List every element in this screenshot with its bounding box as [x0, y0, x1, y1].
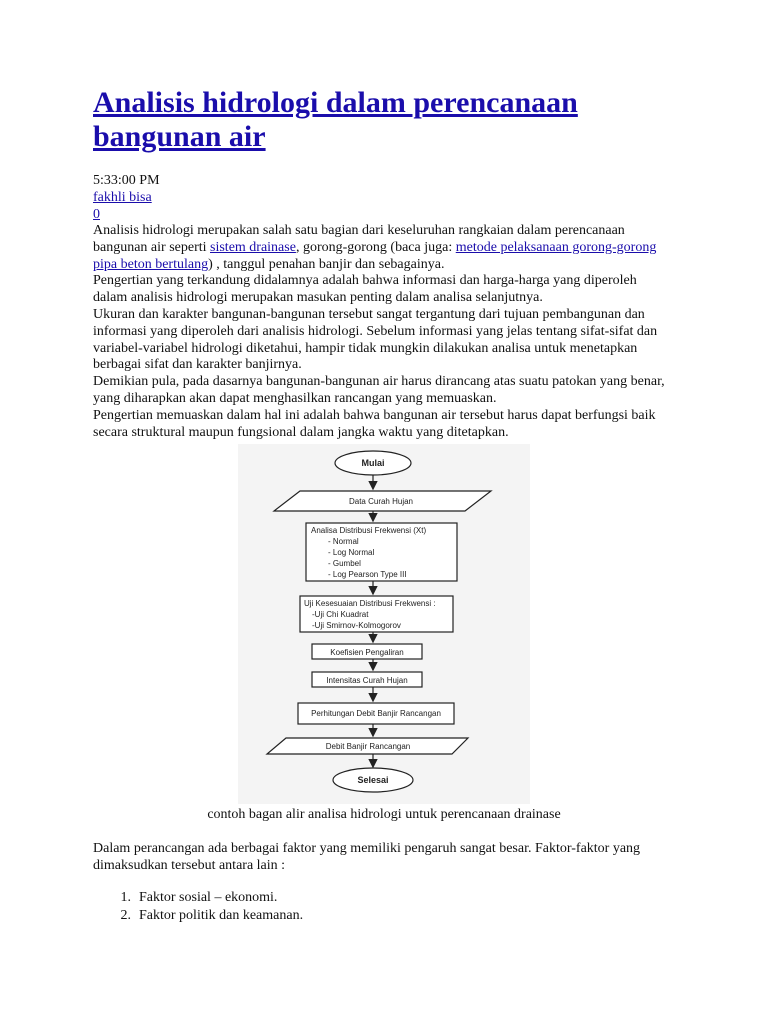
- intensitas-label: Intensitas Curah Hujan: [326, 676, 408, 685]
- paragraph-5: Pengertian memuaskan dalam hal ini adalah bahwa bangunan air tersebut harus dapat berfungsi baik secara struktural maupun fungsional dalam jangka waktu yang ditetapkan.: [93, 407, 656, 440]
- distribusi-item-3: - Gumbel: [328, 559, 361, 568]
- link-sistem-drainase[interactable]: sistem drainase: [210, 239, 296, 255]
- debit-output-label: Debit Banjir Rancangan: [325, 742, 411, 751]
- data-label: Data Curah Hujan: [348, 497, 414, 506]
- list-item-number: 1.: [120, 890, 131, 905]
- uji-item-2: -Uji Smirnov-Kolmogorov: [312, 621, 401, 630]
- paragraph-2: Pengertian yang terkandung didalamnya adalah bahwa informasi dan harga-harga yang diperoleh dalam analisis hidrologi merupakan masukan penting dalam analisa selanjutnya.: [93, 273, 637, 306]
- link-metode-gorong-gorong[interactable]: metode pelaksanaan gorong-gorong pipa beton bertulang: [93, 239, 657, 272]
- comments-link[interactable]: 0: [93, 207, 100, 222]
- post-time: 5:33:00 PM: [93, 173, 160, 188]
- end-label: Selesai: [357, 775, 389, 785]
- distribusi-item-4: - Log Pearson Type III: [328, 570, 407, 579]
- distribusi-item-2: - Log Normal: [328, 548, 375, 557]
- koefisien-label: Koefisien Pengaliran: [330, 648, 404, 657]
- article-title: [93, 86, 673, 154]
- list-item: [93, 907, 673, 925]
- article: [93, 86, 673, 441]
- paragraph-3: Ukuran dan karakter bangunan-bangunan tersebut sangat tergantung dari tujuan pembangunan dan informasi yang diperoleh dari analisis hidrologi. Sebelum informasi yang jelas tentang sifat-sifat dan variabel-variabel hidrologi diketahui, hampir tidak mungkin dilakukan analisa untuk menetapkan berbagai sifat dan karakter banjirnya.: [93, 306, 658, 373]
- flowchart-diagram: [238, 444, 530, 804]
- list-item-number: 2.: [120, 908, 131, 923]
- distribusi-title: Analisa Distribusi Frekwensi (Xt): [311, 526, 427, 535]
- list-item-text: Faktor politik dan keamanan.: [139, 908, 304, 923]
- paragraph-factors: Dalam perancangan ada berbagai faktor yang memiliki pengaruh sangat besar. Faktor-faktor yang dimaksudkan tersebut antara lain :: [93, 841, 641, 873]
- factor-list: [93, 889, 673, 925]
- article-title-link[interactable]: Analisis hidrologi dalam perencanaan bangunan air: [93, 86, 578, 153]
- distribusi-item-1: - Normal: [328, 537, 359, 546]
- uji-title: Uji Kesesuaian Distribusi Frekwensi :: [304, 599, 436, 608]
- p1-text-c: ) , tanggul penahan banjir dan sebagainya.: [208, 256, 445, 272]
- author-link[interactable]: fakhli bisa: [93, 190, 152, 205]
- start-label: Mulai: [361, 458, 385, 468]
- paragraph-4: Demikian pula, pada dasarnya bangunan-bangunan air harus dirancang atas suatu patokan yang benar, yang diharapkan akan dapat menghasilkan rancangan yang memuaskan.: [93, 374, 665, 406]
- uji-item-1: -Uji Chi Kuadrat: [312, 610, 369, 619]
- list-item: [93, 889, 673, 907]
- flowchart-figure: [238, 444, 530, 804]
- article-meta: [93, 172, 673, 223]
- list-item-text: Faktor sosial – ekonomi.: [139, 890, 278, 905]
- paragraph-intro: [93, 223, 673, 273]
- figure-caption: contoh bagan alir analisa hidrologi untuk perencanaan drainase: [207, 807, 561, 822]
- perhitungan-label: Perhitungan Debit Banjir Rancangan: [311, 709, 441, 718]
- p1-text-b: , gorong-gorong (baca juga:: [295, 239, 456, 255]
- p1-text-a: Analisis hidrologi merupakan salah satu bagian dari keseluruhan rangkaian dalam perencanaan bangunan air seperti: [93, 223, 625, 255]
